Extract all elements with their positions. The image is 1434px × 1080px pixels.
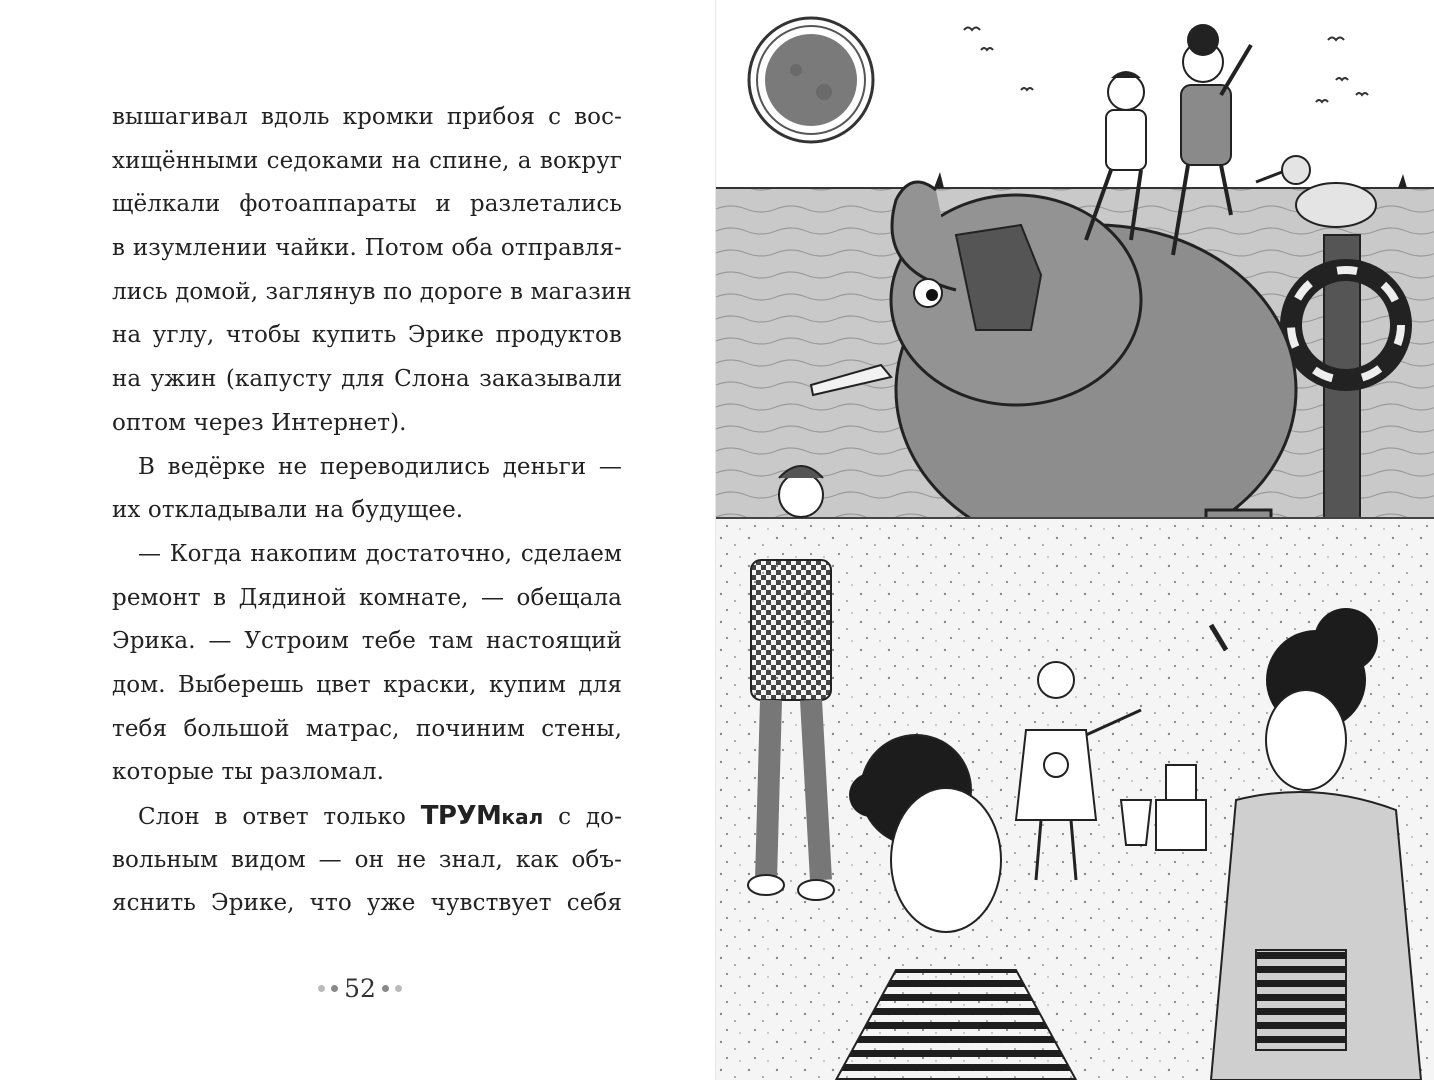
text-fragment: с до- xyxy=(543,804,622,830)
text-line: на ужин (капусту для Слона заказывали xyxy=(112,366,622,393)
text-line: ремонт в Дядиной комнате, — обещала xyxy=(112,584,622,611)
text-line: лись домой, заглянув по дороге в магазин xyxy=(112,278,632,305)
handbag-icon xyxy=(1256,950,1346,1050)
text-line: которые ты разломал. xyxy=(112,759,385,786)
sound-word-small: кал xyxy=(501,805,544,829)
beach-elephant-illustration xyxy=(716,0,1434,1080)
text-line: их откладывали на будущее. xyxy=(112,497,464,524)
text-line: тебя большой матрас, починим стены, xyxy=(112,715,622,742)
left-page xyxy=(0,0,715,1080)
text-line: на углу, чтобы купить Эрике продуктов xyxy=(112,322,622,349)
sound-word-big: ТРУМ xyxy=(420,801,502,831)
text-line: — Когда накопим достаточно, сделаем xyxy=(138,540,622,567)
ornament-dot xyxy=(382,985,389,992)
page-number xyxy=(300,970,420,1006)
illustration-page xyxy=(715,0,1434,1080)
text-line: В ведёрке не переводились деньги — xyxy=(138,453,622,480)
sun-icon xyxy=(749,18,873,142)
ornament-dot xyxy=(395,985,402,992)
ornament-dot xyxy=(331,985,338,992)
text-line: хищёнными седоками на спине, а вокруг xyxy=(112,147,622,174)
text-line: в изумлении чайки. Потом оба отправля- xyxy=(112,235,622,262)
text-line: оптом через Интернет). xyxy=(112,409,407,436)
text-line: вышагивал вдоль кромки прибоя с вос- xyxy=(112,104,622,130)
ornament-dot xyxy=(318,985,325,992)
text-line: вольным видом — он не знал, как объ- xyxy=(112,846,622,873)
text-line-with-sound-word xyxy=(112,795,622,839)
body-text xyxy=(112,96,632,926)
text-line: щёлкали фотоаппараты и разлетались xyxy=(112,191,622,218)
text-line: дом. Выберешь цвет краски, купим для xyxy=(112,671,622,698)
bucket-icon xyxy=(1121,800,1151,845)
page-number-text: 52 xyxy=(344,973,376,1003)
text-line: яснить Эрике, что уже чувствует себя xyxy=(112,890,622,917)
text-fragment: Слон в ответ только xyxy=(138,804,421,830)
text-line: Эрика. — Устроим тебе там настоящий xyxy=(112,628,622,655)
